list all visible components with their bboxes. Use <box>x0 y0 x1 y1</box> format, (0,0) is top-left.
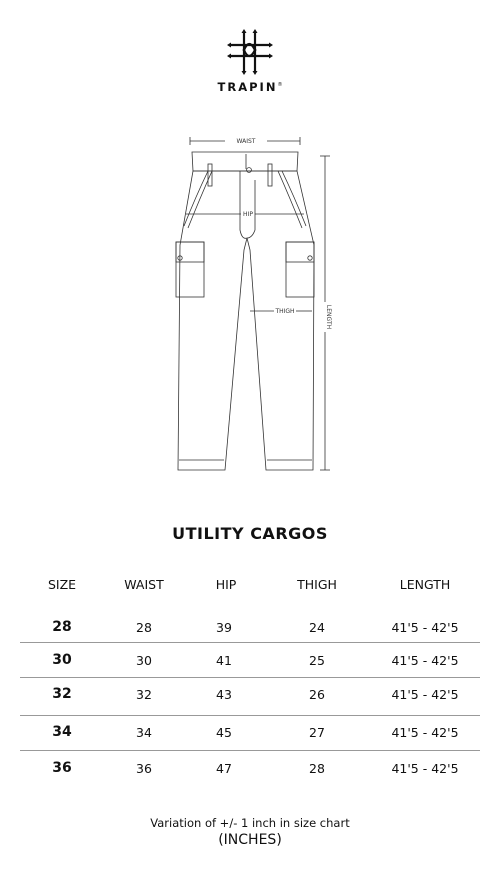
header-length: LENGTH <box>399 577 451 592</box>
length-cell: 41'5 - 42'5 <box>391 653 459 668</box>
length-cell: 41'5 - 42'5 <box>391 725 459 740</box>
product-title: UTILITY CARGOS <box>172 524 328 543</box>
hip-cell: 47 <box>216 761 232 776</box>
size-cell: 36 <box>52 760 72 776</box>
thigh-cell: 27 <box>309 725 325 740</box>
waist-cell: 28 <box>136 620 152 635</box>
header-waist: WAIST <box>124 577 164 592</box>
waist-cell: 34 <box>136 725 152 740</box>
hip-cell: 43 <box>216 687 232 702</box>
thigh-cell: 28 <box>309 761 325 776</box>
header-size: SIZE <box>47 577 77 592</box>
waist-cell: 30 <box>136 653 152 668</box>
size-cell: 32 <box>52 686 72 702</box>
thigh-cell: 24 <box>309 620 325 635</box>
brand-logo <box>0 28 500 76</box>
trapin-logo-icon <box>220 28 280 76</box>
variation-note: Variation of +/- 1 inch in size chart <box>150 816 350 830</box>
waist-label: WAIST <box>236 138 256 145</box>
row-divider <box>20 750 480 751</box>
thigh-label: THIGH <box>275 308 295 315</box>
waist-cell: 36 <box>136 761 152 776</box>
hip-cell: 45 <box>216 725 232 740</box>
thigh-cell: 25 <box>309 653 325 668</box>
length-cell: 41'5 - 42'5 <box>391 687 459 702</box>
hip-cell: 39 <box>216 620 232 635</box>
row-divider <box>20 677 480 678</box>
waist-cell: 32 <box>136 687 152 702</box>
pants-diagram <box>0 130 500 480</box>
brand-name <box>0 80 500 94</box>
thigh-cell: 26 <box>309 687 325 702</box>
length-cell: 41'5 - 42'5 <box>391 620 459 635</box>
size-cell: 34 <box>52 724 72 740</box>
row-divider <box>20 642 480 643</box>
length-label: LENGTH <box>325 304 332 330</box>
unit-label: (INCHES) <box>218 832 282 848</box>
header-hip: HIP <box>215 577 237 592</box>
header-thigh: THIGH <box>297 577 337 592</box>
size-cell: 28 <box>52 619 72 635</box>
brand-name-text: TRAPIN <box>217 80 278 94</box>
hip-cell: 41 <box>216 653 232 668</box>
hip-label: HIP <box>243 211 253 218</box>
row-divider <box>20 715 480 716</box>
registered-mark: ® <box>277 82 283 89</box>
size-cell: 30 <box>52 652 72 668</box>
length-cell: 41'5 - 42'5 <box>391 761 459 776</box>
